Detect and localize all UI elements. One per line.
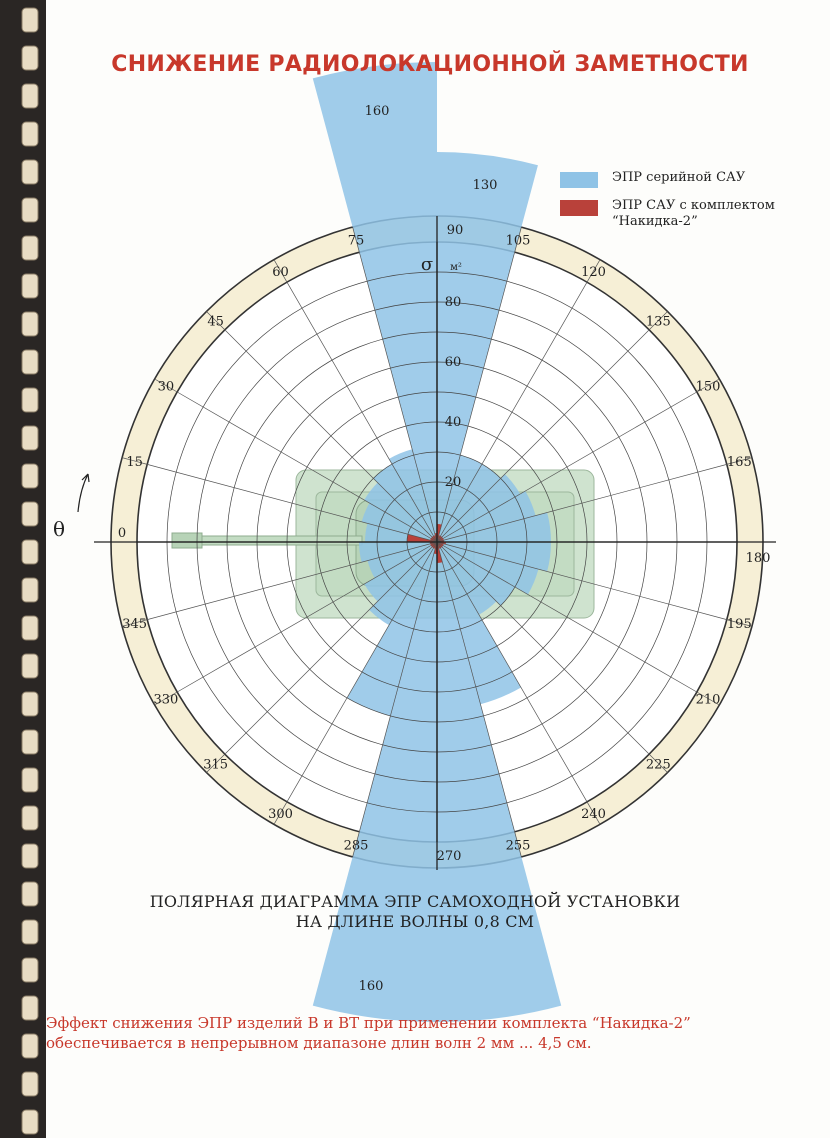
angle-tick-label: 45: [207, 314, 224, 330]
angle-tick-label: 315: [203, 757, 229, 773]
caption-line-2: НА ДЛИНЕ ВОЛНЫ 0,8 СМ: [295, 912, 535, 931]
legend-swatch-nakidka: [560, 200, 598, 216]
footer-line-2: обеспечивается в непрерывном диапазоне длин волн 2 мм ... 4,5 см.: [46, 1034, 592, 1052]
angle-tick-label: 165: [726, 454, 752, 470]
legend: [560, 170, 825, 240]
angle-tick-label: 105: [505, 233, 531, 249]
angle-tick-label: 300: [268, 807, 293, 823]
angle-tick-label: 135: [645, 314, 671, 330]
caption-line-1: ПОЛЯРНАЯ ДИАГРАММА ЭПР САМОХОДНОЙ УСТАНОВКИ: [149, 892, 681, 911]
value-label: 130: [472, 178, 498, 193]
angle-tick-label: 330: [153, 692, 179, 708]
radial-tick-label: 60: [444, 355, 462, 370]
angle-tick-label: 60: [272, 264, 289, 280]
tank-muzzle-brake: [172, 533, 202, 548]
radius-unit: м²: [450, 262, 462, 273]
legend-label-serial: ЭПР серийной САУ: [612, 170, 746, 185]
angle-tick-label: 255: [505, 838, 531, 854]
angle-tick-label: 210: [695, 692, 721, 708]
angle-tick-label: 195: [726, 617, 752, 633]
radial-tick-label: 40: [444, 415, 462, 430]
legend-label-nakidka: ЭПР САУ с комплектом “Накидка-2”: [612, 198, 775, 229]
radial-tick-label: 80: [444, 295, 462, 310]
angle-tick-label: 180: [745, 551, 771, 566]
angle-tick-label: 270: [436, 849, 462, 864]
angle-tick-label: 225: [645, 757, 671, 773]
angle-tick-label: 0: [117, 526, 127, 541]
value-label: 160: [358, 979, 384, 994]
angle-tick-label: 90: [446, 223, 464, 238]
radial-tick-label: 20: [444, 475, 462, 490]
chart-caption: [90, 892, 740, 932]
angle-tick-label: 150: [695, 379, 721, 395]
page-title: СНИЖЕНИЕ РАДИОЛОКАЦИОННОЙ ЗАМЕТНОСТИ: [111, 52, 749, 77]
angle-tick-label: 120: [581, 264, 606, 280]
angle-symbol: θ: [52, 517, 66, 541]
angle-tick-label: 75: [347, 233, 365, 249]
angle-tick-label: 15: [126, 454, 143, 470]
legend-swatch-serial: [560, 172, 598, 188]
angle-tick-label: 240: [581, 807, 606, 823]
footer-line-1: Эффект снижения ЭПР изделий В и ВТ при применении комплекта “Накидка-2”: [46, 1014, 691, 1032]
angle-tick-label: 30: [157, 379, 175, 395]
value-label: 160: [364, 104, 390, 119]
angle-tick-label: 285: [343, 838, 369, 854]
footer-note: [46, 1013, 796, 1053]
legend-item-serial: [560, 170, 825, 188]
angle-tick-label: 345: [122, 617, 148, 633]
radius-symbol: σ: [420, 254, 434, 275]
legend-item-nakidka: [560, 198, 825, 230]
